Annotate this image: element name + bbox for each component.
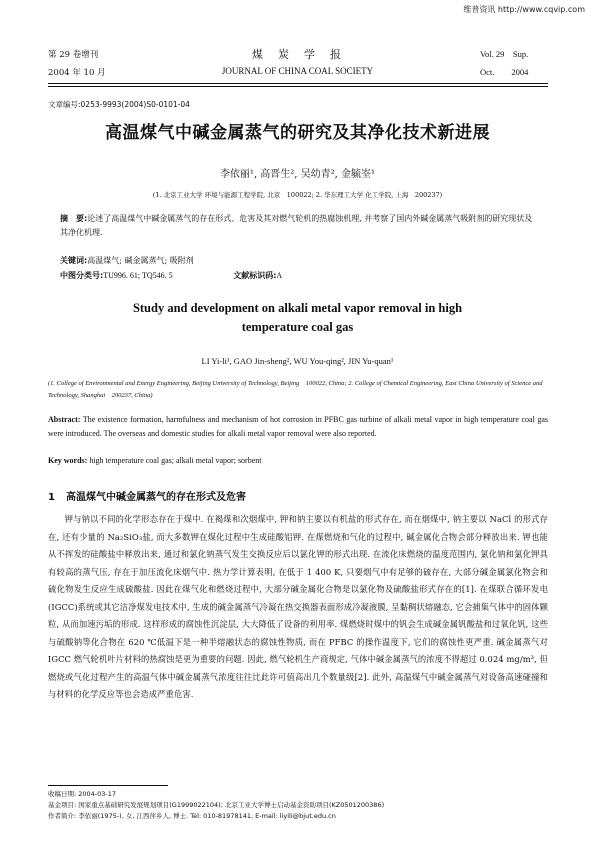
header-rule-bottom [48, 86, 548, 87]
header-date-en: Oct. 2004 [480, 67, 529, 77]
classification [60, 270, 282, 281]
keywords-cn-label: 关键词: [60, 256, 88, 265]
keywords-en [48, 456, 262, 465]
header-volume-en: Vol. 29 Sup. [480, 49, 529, 59]
header-rule-top [48, 83, 548, 84]
abstract-en-text: The existence formation, harmfulness and mechanism of hot corrosion in PFBC gas turbine of alkali metal vapor in high temperature coal gas were introduced. The overseas and domestic studies for alkali metal vapor removal were also reported. [48, 415, 548, 438]
abstract-cn-text: 论述了高温煤气中碱金属蒸气的存在形式、危害及其对燃气轮机的热腐蚀机理, 并考察了国内外碱金属蒸气吸附剂的研究现状及其净化机理. [60, 214, 533, 237]
title-cn: 高温煤气中碱金属蒸气的研究及其净化技术新进展 [105, 123, 490, 143]
doc-code: A [276, 271, 283, 280]
affiliation-en: (1. College of Environmental and Energy Engineering, Beijing University of Technology, Beijing 100022, China; 2. College of Chemical Engineering, East China University of Science and Technology, Shanghai 200237, China) [48, 380, 543, 399]
classification-code: TU996. 61; TQ546. 5 [103, 271, 173, 280]
footnote-author: 作者简介: 李依丽(1975-), 女, 江西萍乡人, 博士. Tel: 010-81978141, E-mail: liyili@bjut.edu.cn [48, 812, 336, 820]
journal-name-en: JOURNAL OF CHINA COAL SOCIETY [221, 66, 374, 76]
title-en [0, 299, 595, 337]
section-heading [48, 488, 246, 503]
keywords-cn-text: 高温煤气; 碱金属蒸气; 吸附剂 [87, 256, 194, 265]
abstract-en [48, 413, 548, 441]
footnotes [48, 789, 384, 822]
header-date-cn: 2004 年 10 月 [48, 68, 106, 78]
section-title: 高温煤气中碱金属蒸气的存在形式及危害 [66, 492, 246, 503]
article-number: 文章编号:0253-9993(2004)S0-0101-04 [48, 100, 190, 109]
doc-code-label: 文献标识码: [233, 271, 277, 280]
abstract-cn-label: 摘 要: [60, 214, 88, 223]
footnote-fund: 基金项目: 国家重点基础研究发展规划项目(G1999022104); 北京工业大学博士启动基金资助项目(KZ0501200386) [48, 801, 385, 809]
keywords-cn [60, 255, 194, 266]
authors-en: LI Yi-li¹, GAO Jin-sheng², WU You-qing², JIN Yu-quan¹ [201, 356, 394, 366]
journal-name-cn: 煤 炭 学 报 [252, 48, 343, 61]
affiliation-cn: (1. 北京工业大学 环境与能源工程学院, 北京 100022; 2. 华东理工大学 化工学院, 上海 200237) [152, 191, 443, 199]
footnote-rule [48, 785, 168, 786]
keywords-en-label: Key words: [48, 456, 88, 465]
title-en-text: Study and development on alkali metal vapor removal in high temperature coal gas [132, 301, 463, 334]
classification-label: 中图分类号: [60, 271, 104, 280]
keywords-en-text: high temperature coal gas; alkali metal vapor; sorbent [87, 456, 262, 465]
section-number: 1 [48, 492, 55, 503]
body-paragraph: 钾与钠以不同的化学形态存在于煤中. 在褐煤和次烟煤中, 钾和钠主要以有机盐的形式存在, 而在烟煤中, 钠主要以 NaCl 的形式存在, 还有少量的 Na₂SiO₃盐, 而大多数钾在煤化过程中生成硅酸铝钾. 在煤燃烧和气化的过程中, 碱金属化合物会部分释放出来. 钾也能从不挥发的硅酸盐中释放出来, 通过和氯化钠蒸气发生交换反应后以氯化钾的形式出现. 在流化床燃烧的温度范围内, 氯化钠和氯化钾具有较高的蒸气压, 存在于加压流化床烟气中. 热力学计算表明, 在低于 1 400 K, 只要烟气中有足够的硫存在, 大部分碱金属氯化物会和硫化物发生反应生成硫酸盐. 因此在煤气化和燃烧过程中, 大部分碱金属化合物是以氯化物及硫酸盐形式存在的[1]. 在煤联合循环发电(IGCC)系统或其它洁净煤发电技术中, 生成的碱金属蒸气冷凝在热交换器表面形成冷凝液膜, 呈黏稠状熔融态, 它会捕集气体中的固体颗粒, 从而加速污垢的形成. 这样形成的腐蚀性沉淀层, 大大降低了设备的利用率. 煤燃烧时煤中的钒会生成碱金属钒酸盐和过氧化钒, 这些与硫酸钠等化合物在 620 ℃低温下是一种半熔融状态的腐蚀性物质, 而在 PFBC 的操作温度下, 它们的腐蚀性更严重. 碱金属蒸气对 IGCC 燃气轮机叶片材料的热腐蚀是更为重要的问题. 因此, 燃气轮机生产商规定, 气体中碱金属蒸气的浓度不得超过 0.024 mg/m³, 但燃烧或气化过程产生的高温气体中碱金属蒸气浓度往往比此许可值高出几个数量级[2]. 此外, 高温煤气中碱金属蒸气对设备高速碰撞和与材料的化学反应等也会造成严重危害. [48, 514, 548, 699]
footnote-received: 收稿日期: 2004-03-17 [48, 790, 117, 798]
authors-cn: 李依丽¹, 高晋生², 吴幼青², 金毓峑¹ [219, 169, 376, 180]
header-volume-cn: 第 29 卷增刊 [48, 50, 99, 60]
abstract-en-label: Abstract: [48, 415, 81, 424]
watermark: 维普资讯 http://www.cqvip.com [463, 5, 585, 14]
abstract-cn [60, 212, 540, 240]
